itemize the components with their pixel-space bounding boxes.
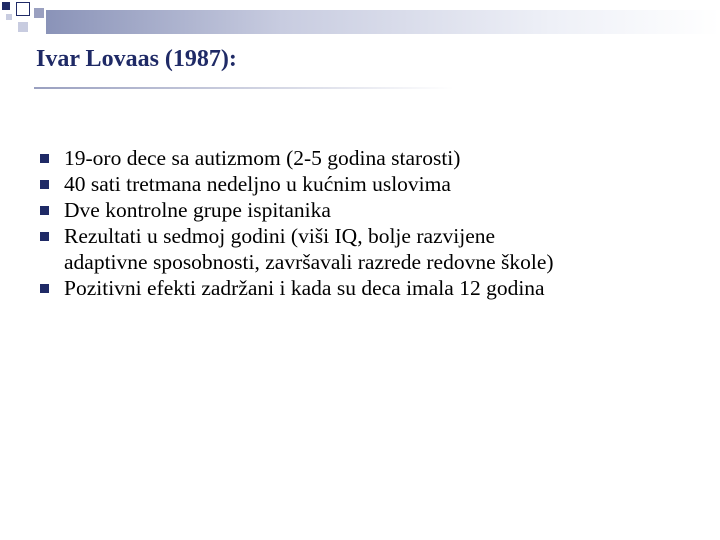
pixel-square-decoration: [18, 22, 28, 32]
bullet-text-line: Pozitivni efekti zadržani i kada su deca imala 12 godina: [64, 276, 545, 300]
square-bullet-icon: [40, 232, 49, 241]
pixel-square-decoration: [2, 2, 10, 10]
pixel-square-decoration: [16, 2, 30, 16]
pixel-square-decoration: [34, 8, 44, 18]
bullet-item: [40, 223, 710, 275]
bullet-text-line: 40 sati tretmana nedeljno u kućnim uslovima: [64, 172, 451, 196]
bullet-item: [40, 171, 710, 197]
bullet-item: [40, 145, 710, 171]
bullet-text-line: 19-oro dece sa autizmom (2-5 godina starosti): [64, 146, 461, 170]
square-bullet-icon: [40, 154, 49, 163]
bullet-list: [40, 145, 710, 301]
pixel-square-decoration: [6, 14, 12, 20]
bullet-text-line: Rezultati u sedmoj godini (viši IQ, bolje razvijene: [64, 224, 496, 248]
header-decoration: [0, 0, 720, 50]
bullet-text-line: Dve kontrolne grupe ispitanika: [64, 198, 331, 222]
bullet-item: [40, 275, 710, 301]
square-bullet-icon: [40, 180, 49, 189]
header-gradient-bar: [46, 10, 720, 34]
bullet-item: [40, 197, 710, 223]
square-bullet-icon: [40, 284, 49, 293]
title-underline: [34, 87, 454, 89]
slide-title: Ivar Lovaas (1987):: [36, 46, 237, 72]
square-bullet-icon: [40, 206, 49, 215]
bullet-text-line: adaptivne sposobnosti, završavali razrede redovne škole): [64, 250, 554, 274]
